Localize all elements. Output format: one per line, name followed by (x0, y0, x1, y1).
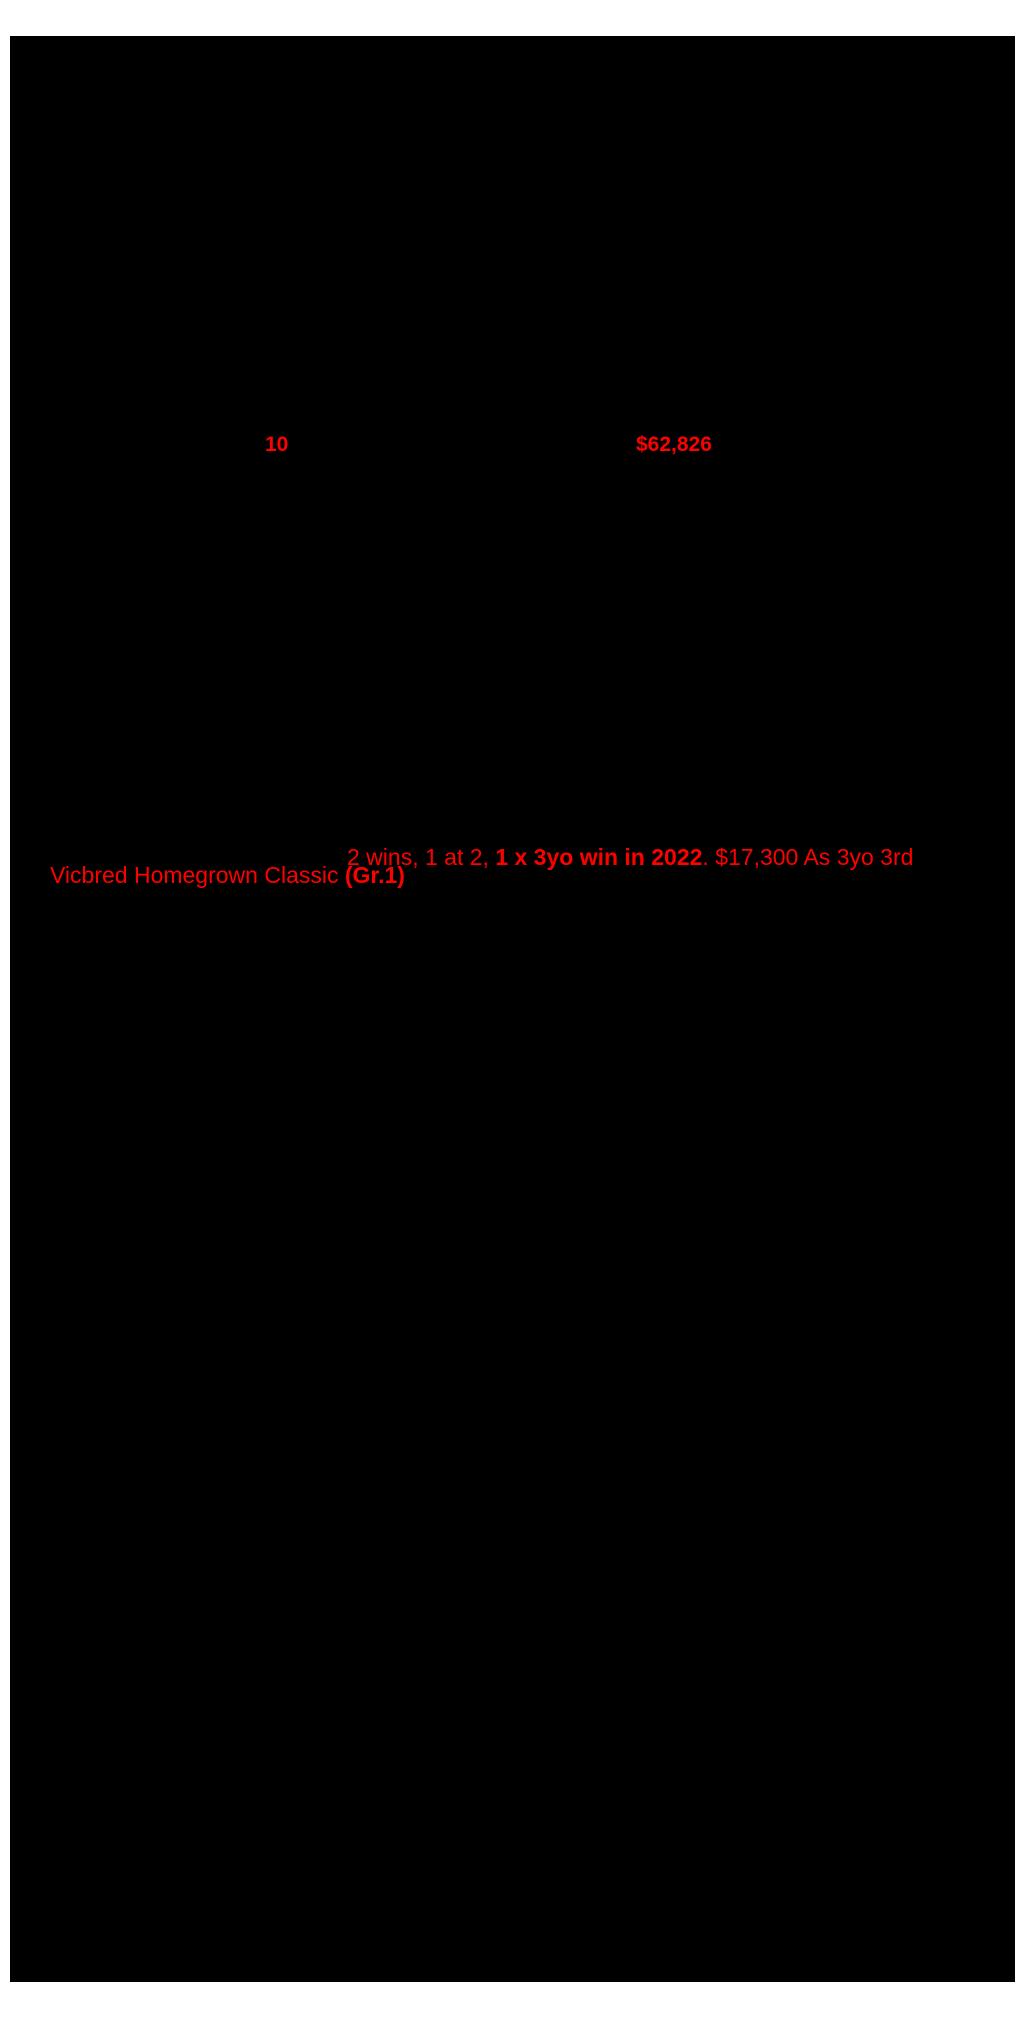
record-highlight-text: 1 x 3yo win in 2022 (495, 844, 703, 870)
record-suffix-text: . $17,300 As 3yo 3rd (702, 844, 914, 870)
record-prefix-text: 2 wins, 1 at 2, (347, 844, 496, 870)
earnings-value: $62,826 (636, 433, 712, 456)
race-record-line (347, 846, 913, 869)
document-page (10, 36, 1015, 1982)
race-grade-badge: (Gr.1) (344, 862, 405, 888)
race-name-text: Vicbred Homegrown Classic (50, 862, 345, 888)
starts-value: 10 (265, 433, 289, 456)
